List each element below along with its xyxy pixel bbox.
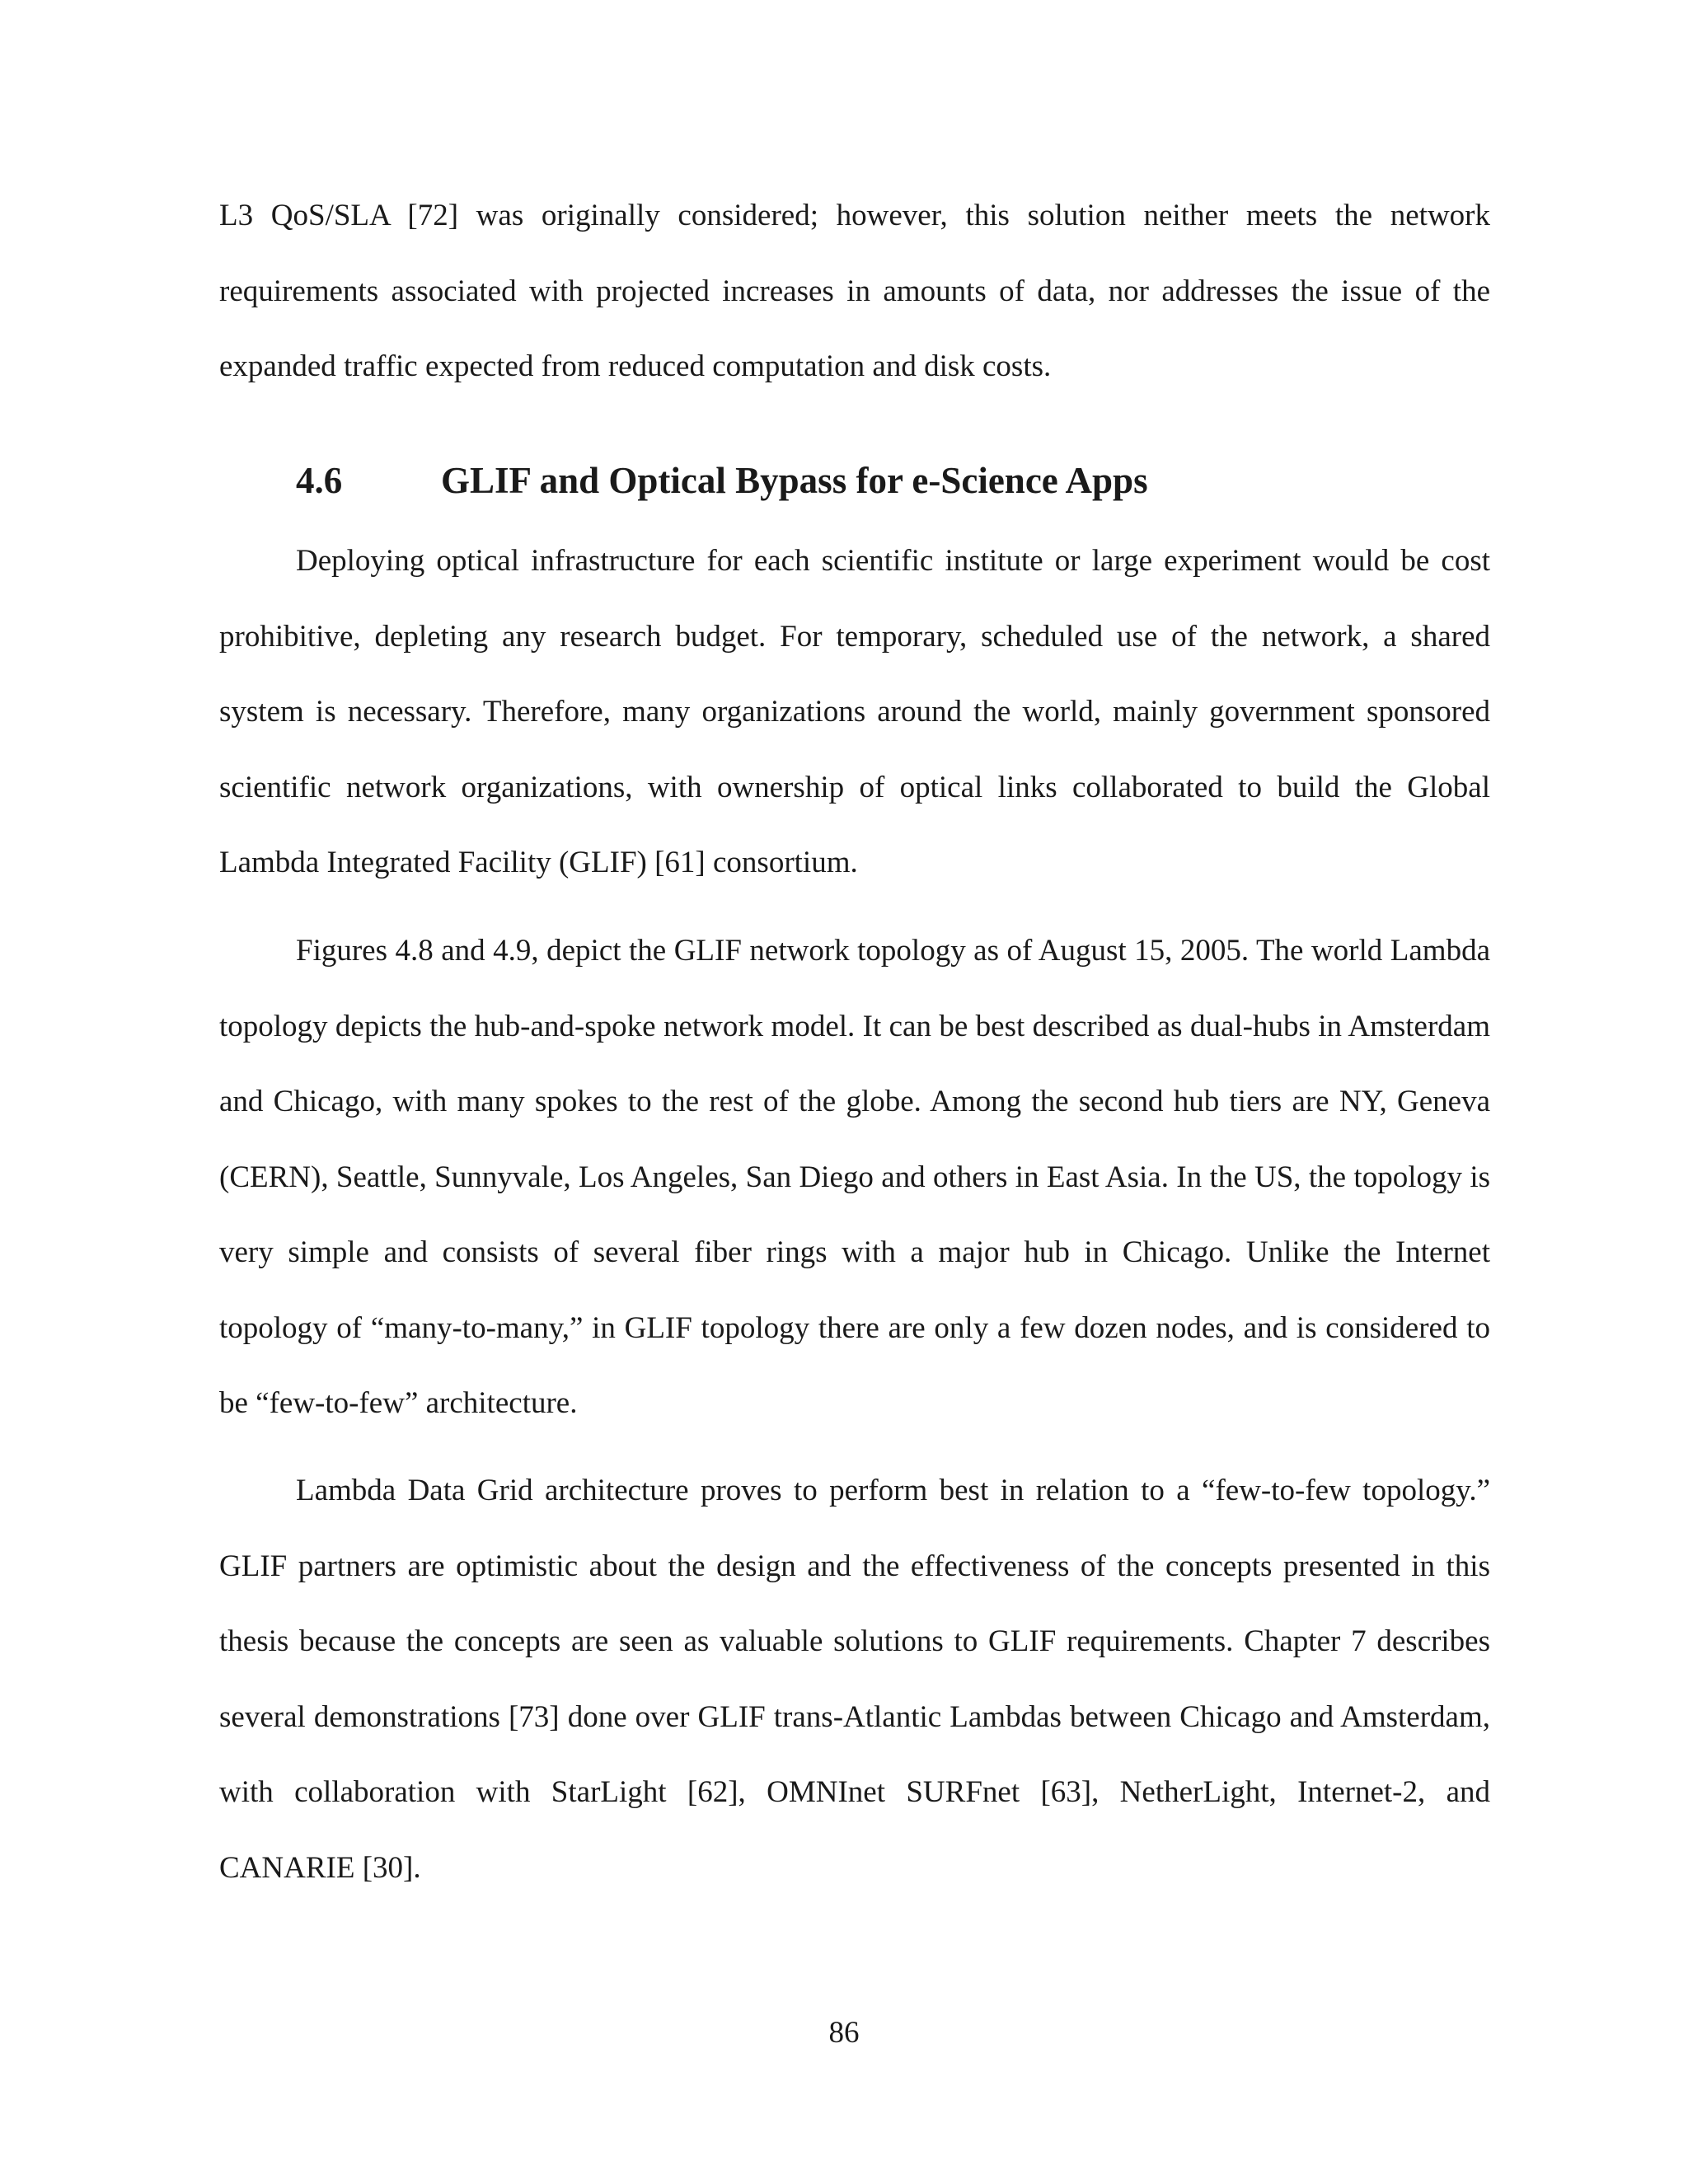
section-number: 4.6 [296,460,343,501]
section-heading [296,457,1148,504]
paragraph-glif-topology: Figures 4.8 and 4.9, depict the GLIF network topology as of August 15, 2005. The world Lambda topology depicts the hub-and-spoke network model. It can be best described as dual-hubs in Amsterdam and Chicago, with many spokes to the rest of the globe. Among the second hub tiers are NY, Geneva (CERN), Seattle, Sunnyvale, Los Angeles, San Diego and others in East Asia. In the US, the topology is very simple and consists of several fiber rings with a major hub in Chicago. Unlike the Internet topology of “many-to-many,” in GLIF topology there are only a few dozen nodes, and is considered to be “few-to-few” architecture. [219,934,1490,1420]
section-title: GLIF and Optical Bypass for e-Science Apps [441,460,1148,501]
page-number: 86 [828,2016,860,2050]
paragraph-glif-consortium: Deploying optical infrastructure for each scientific institute or large experiment would be cost prohibitive, depleting any research budget. For temporary, scheduled use of the network, a shared system is necessary. Therefore, many organizations around the world, mainly government sponsored scientific network organizations, with ownership of optical links collaborated to build the Global Lambda Integrated Facility (GLIF) [61] consortium. [219,544,1490,879]
intro-paragraph: L3 QoS/SLA [72] was originally considered; however, this solution neither meets the network requirements associated with projected increases in amounts of data, nor addresses the issue of the expanded traffic expected from reduced computation and disk costs. [219,199,1490,383]
paragraph-lambda-data-grid: Lambda Data Grid architecture proves to perform best in relation to a “few-to-few topology.” GLIF partners are optimistic about the design and the effectiveness of the concepts presented in this thesis because the concepts are seen as valuable solutions to GLIF requirements. Chapter 7 describes several demonstrations [73] done over GLIF trans-Atlantic Lambdas between Chicago and Amsterdam, with collaboration with StarLight [62], OMNInet SURFnet [63], NetherLight, Internet-2, and CANARIE [30]. [219,1474,1490,1885]
